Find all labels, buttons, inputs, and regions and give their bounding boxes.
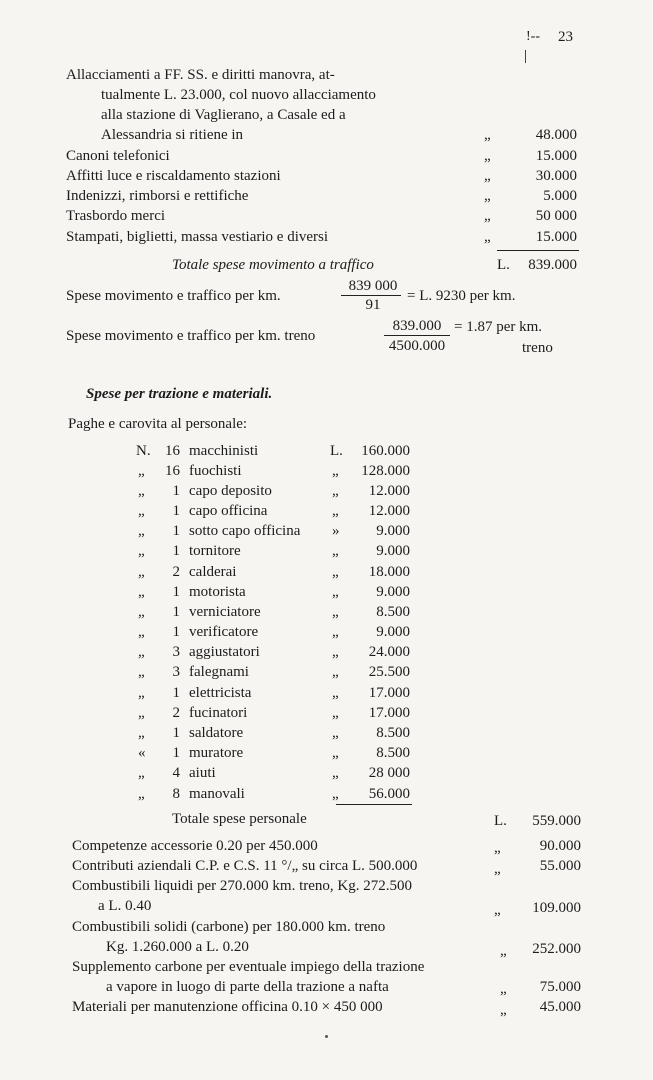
sec1-row-amount: 5.000 (543, 188, 577, 204)
expense-amount: 109.000 (532, 900, 581, 916)
sec1-row-amount: 15.000 (535, 229, 577, 245)
staff-subtotal-rule (336, 804, 412, 805)
expense-amount: 252.000 (532, 941, 581, 957)
sec1-row-label: Canoni telefonici (66, 148, 170, 164)
staff-role: manovali (189, 786, 245, 802)
expense-label: Contributi aziendali C.P. e C.S. 11 °/„ su circa L. 500.000 (72, 858, 418, 874)
sec1-row-label: Alessandria si ritiene in (101, 127, 244, 143)
staff-role: macchinisti (189, 443, 259, 459)
staff-num: 1 (172, 604, 180, 620)
staff-mark: „ (332, 685, 339, 701)
staff-num: 3 (172, 664, 180, 680)
staff-mark: „ (332, 543, 339, 559)
staff-num: 1 (172, 685, 180, 701)
staff-mark: „ (332, 725, 339, 741)
staff-role: muratore (189, 745, 244, 761)
staff-mark: „ (332, 584, 339, 600)
total-label: Totale spese movimento a traffico (172, 257, 374, 273)
staff-num: 8 (172, 786, 180, 802)
staff-amount: 9.000 (376, 523, 410, 539)
staff-role: calderai (189, 564, 237, 580)
ditto-mark: „ (484, 168, 491, 184)
staff-mark: „ (332, 745, 339, 761)
per-km-result: = L. 9230 per km. (407, 288, 516, 304)
staff-intro: Paghe e carovita al personale: (68, 416, 248, 432)
staff-role: motorista (189, 584, 246, 600)
expense-label: a L. 0.40 (98, 898, 152, 914)
staff-prefix: „ (138, 644, 145, 660)
staff-mark: „ (332, 786, 339, 802)
staff-amount: 17.000 (368, 685, 410, 701)
per-train-label: Spese movimento e traffico per km. treno (66, 328, 316, 344)
staff-prefix: „ (138, 685, 145, 701)
staff-prefix: „ (138, 543, 145, 559)
staff-role: elettricista (189, 685, 252, 701)
staff-num: 2 (172, 564, 180, 580)
staff-num: 16 (165, 463, 180, 479)
staff-num: 1 (172, 523, 180, 539)
header-mark: !-- (526, 29, 540, 44)
staff-amount: 25.500 (368, 664, 410, 680)
ditto-mark: „ (484, 148, 491, 164)
staff-role: capo deposito (189, 483, 272, 499)
staff-num: 1 (172, 503, 180, 519)
staff-amount: 8.500 (376, 745, 410, 761)
sec1-row-amount: 30.000 (535, 168, 577, 184)
sec1-row-label: Indenizzi, rimborsi e rettifiche (66, 188, 249, 204)
staff-mark: „ (332, 624, 339, 640)
ditto-mark: „ (494, 902, 501, 918)
staff-num: 1 (172, 725, 180, 741)
staff-prefix: „ (138, 503, 145, 519)
staff-mark: L. (330, 443, 343, 459)
staff-amount: 56.000 (368, 786, 410, 802)
staff-role: verniciatore (189, 604, 261, 620)
expense-amount: 75.000 (539, 979, 581, 995)
staff-total-label: Totale spese personale (172, 811, 307, 827)
staff-mark: „ (332, 564, 339, 580)
staff-amount: 24.000 (368, 644, 410, 660)
expense-amount: 55.000 (539, 858, 581, 874)
sec1-row-label: Trasbordo merci (66, 208, 166, 224)
expense-amount: 45.000 (539, 999, 581, 1015)
ditto-mark: „ (500, 981, 507, 997)
staff-amount: 8.500 (376, 604, 410, 620)
staff-prefix: „ (138, 664, 145, 680)
staff-num: 1 (172, 483, 180, 499)
sec1-row-label: Affitti luce e riscaldamento stazioni (66, 168, 281, 184)
expense-label: Combustibili solidi (carbone) per 180.000 km. treno (72, 919, 386, 935)
ditto-mark: „ (484, 188, 491, 204)
staff-role: fuochisti (189, 463, 242, 479)
staff-mark: „ (332, 463, 339, 479)
staff-mark: » (332, 523, 340, 539)
staff-prefix: „ (138, 705, 145, 721)
staff-num: 1 (172, 584, 180, 600)
staff-role: capo officina (189, 503, 268, 519)
staff-role: verificatore (189, 624, 259, 640)
ditto-mark: „ (500, 1002, 507, 1018)
staff-amount: 12.000 (368, 503, 410, 519)
staff-prefix: „ (138, 604, 145, 620)
staff-prefix: „ (138, 786, 145, 802)
staff-mark: „ (332, 503, 339, 519)
section-heading: Spese per trazione e materiali. (86, 386, 273, 402)
ditto-mark: „ (484, 208, 491, 224)
staff-prefix: „ (138, 523, 145, 539)
ditto-mark: „ (484, 127, 491, 143)
staff-amount: 28 000 (368, 765, 410, 781)
staff-num: 3 (172, 644, 180, 660)
staff-total-currency: L. (494, 813, 507, 829)
staff-total-amount: 559.000 (532, 813, 581, 829)
staff-amount: 9.000 (376, 543, 410, 559)
expense-label: Materiali per manutenzione officina 0.10 × 450 000 (72, 999, 383, 1015)
expense-amount: 90.000 (539, 838, 581, 854)
ink-speck (325, 1035, 328, 1038)
staff-mark: „ (332, 644, 339, 660)
staff-role: sotto capo officina (189, 523, 301, 539)
staff-num: 1 (172, 624, 180, 640)
staff-amount: 8.500 (376, 725, 410, 741)
staff-num: 1 (172, 745, 180, 761)
staff-prefix: N. (136, 443, 151, 459)
staff-mark: „ (332, 483, 339, 499)
total-currency: L. (497, 257, 510, 273)
ditto-mark: „ (500, 943, 507, 959)
expense-label: Kg. 1.260.000 a L. 0.20 (106, 939, 249, 955)
staff-num: 16 (165, 443, 180, 459)
per-km-label: Spese movimento e traffico per km. (66, 288, 281, 304)
staff-amount: 12.000 (368, 483, 410, 499)
staff-role: saldatore (189, 725, 244, 741)
expense-label: Competenze accessorie 0.20 per 450.000 (72, 838, 318, 854)
staff-amount: 9.000 (376, 584, 410, 600)
staff-amount: 17.000 (368, 705, 410, 721)
staff-amount: 160.000 (361, 443, 410, 459)
staff-role: fucinatori (189, 705, 248, 721)
staff-role: aggiustatori (189, 644, 260, 660)
sec1-row-label: tualmente L. 23.000, col nuovo allacciamento (101, 87, 376, 103)
staff-role: aiuti (189, 765, 216, 781)
subtotal-rule (497, 250, 579, 251)
ditto-mark: „ (484, 229, 491, 245)
sec1-row-amount: 15.000 (535, 148, 577, 164)
sec1-row-amount: 50 000 (535, 208, 577, 224)
staff-prefix: „ (138, 564, 145, 580)
staff-prefix: „ (138, 584, 145, 600)
per-train-result-2: treno (522, 340, 553, 356)
ditto-mark: „ (494, 840, 501, 856)
fraction-bar (384, 335, 450, 336)
staff-role: tornitore (189, 543, 241, 559)
staff-mark: „ (332, 664, 339, 680)
staff-prefix: „ (138, 765, 145, 781)
staff-prefix: „ (138, 624, 145, 640)
fraction-denominator: 91 (365, 297, 381, 313)
staff-prefix: „ (138, 463, 145, 479)
staff-num: 4 (172, 765, 180, 781)
staff-mark: „ (332, 604, 339, 620)
staff-prefix: „ (138, 483, 145, 499)
staff-num: 1 (172, 543, 180, 559)
fraction-numerator: 839.000 (392, 318, 442, 334)
staff-num: 2 (172, 705, 180, 721)
staff-amount: 18.000 (368, 564, 410, 580)
fraction-numerator: 839 000 (348, 278, 398, 294)
fraction-denominator: 4500.000 (388, 338, 446, 354)
staff-amount: 128.000 (361, 463, 410, 479)
expense-label: a vapore in luogo di parte della trazione a nafta (106, 979, 389, 995)
sec1-row-amount: 48.000 (535, 127, 577, 143)
staff-role: falegnami (189, 664, 249, 680)
staff-amount: 9.000 (376, 624, 410, 640)
staff-prefix: „ (138, 725, 145, 741)
header-tick (525, 50, 526, 63)
staff-prefix: « (138, 745, 146, 761)
sec1-row-label: Stampati, biglietti, massa vestiario e diversi (66, 229, 329, 245)
expense-label: Combustibili liquidi per 270.000 km. treno, Kg. 272.500 (72, 878, 412, 894)
sec1-row-label: Allacciamenti a FF. SS. e diritti manovra, at- (66, 67, 335, 83)
staff-mark: „ (332, 765, 339, 781)
page-number: 23 (558, 29, 573, 45)
sec1-row-label: alla stazione di Vaglierano, a Casale ed a (101, 107, 346, 123)
total-amount: 839.000 (528, 257, 577, 273)
expense-label: Supplemento carbone per eventuale impiego della trazione (72, 959, 425, 975)
staff-mark: „ (332, 705, 339, 721)
per-train-result: = 1.87 per km. (454, 319, 543, 335)
ditto-mark: „ (494, 861, 501, 877)
